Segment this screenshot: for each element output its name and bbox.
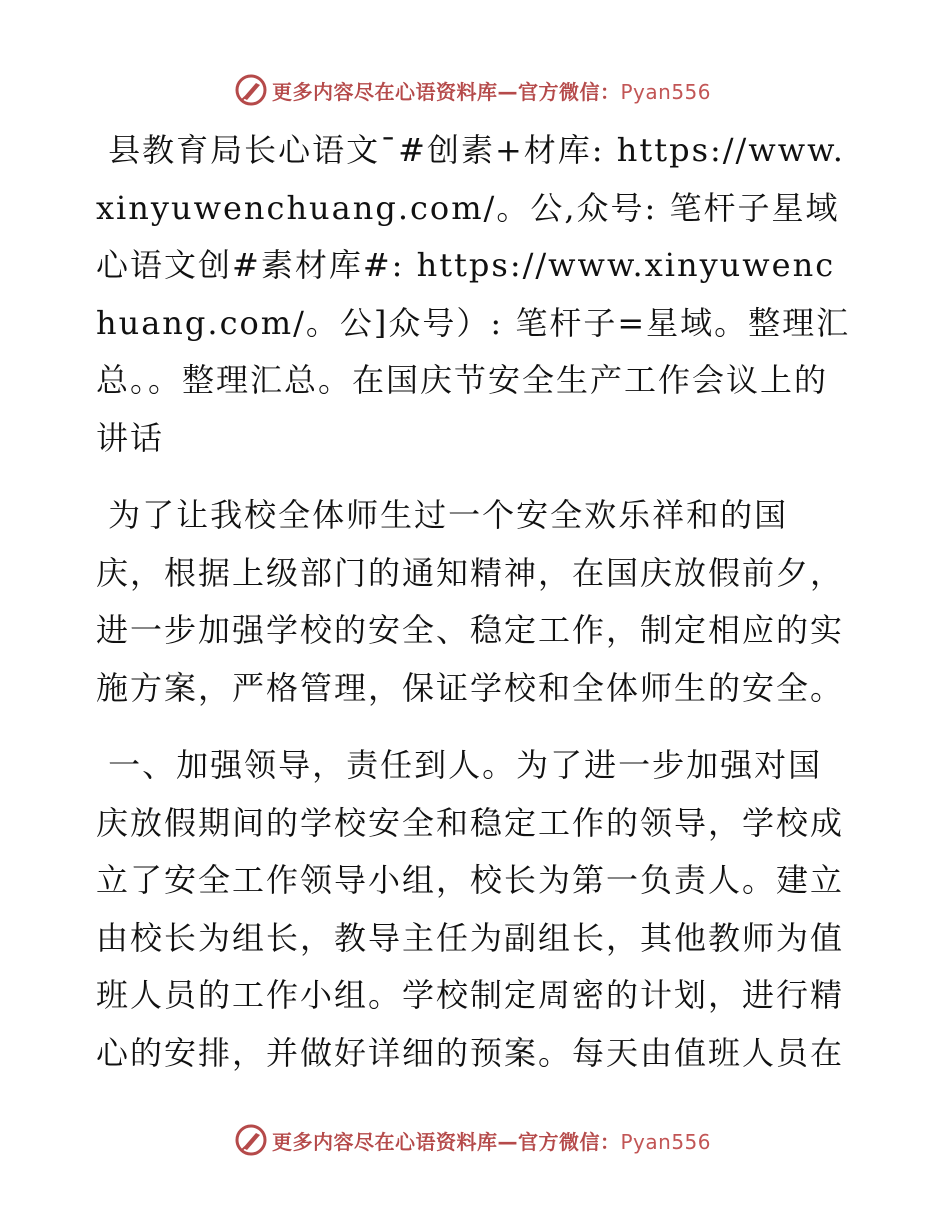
document-body: [96, 122, 856, 1102]
watermark-text: 更多内容尽在心语资料库—官方微信：Pyan556: [272, 1129, 712, 1154]
quill-pen-logo-icon: [234, 1123, 268, 1157]
header-watermark: [234, 70, 711, 110]
watermark-wechat-id: Pyan556: [620, 79, 712, 104]
paragraph-title: 县教育局长心语文¯#创素+材库: https://www.xinyuwenchuang.com/。公,众号: 笔杆子星域心语文创#素材库#: https://www.xinyuwenchuang.com/。公]众号）: 笔杆子=星域。整理汇总。。整理汇总。在国庆节安全生产工作会议上的讲话: [96, 131, 851, 457]
footer-watermark: [234, 1120, 711, 1160]
paragraph-intro: 为了让我校全体师生过一个安全欢乐祥和的国庆，根据上级部门的通知精神，在国庆放假前夕，进一步加强学校的安全、稳定工作，制定相应的实施方案，严格管理，保证学校和全体师生的安全。: [96, 496, 845, 707]
watermark-text: 更多内容尽在心语资料库—官方微信：Pyan556: [272, 79, 712, 104]
paragraph-section-one: 一、加强领导，责任到人。为了进一步加强对国庆放假期间的学校安全和稳定工作的领导，学校成立了安全工作领导小组，校长为第一负责人。建立由校长为组长，教导主任为副组长，其他教师为值班人员的工作小组。学校制定周密的计划，进行精心的安排，并做好详细的预案。每天由值班人员在: [96, 746, 845, 1072]
quill-pen-logo-icon: [234, 73, 268, 107]
watermark-wechat-id: Pyan556: [620, 1129, 712, 1154]
